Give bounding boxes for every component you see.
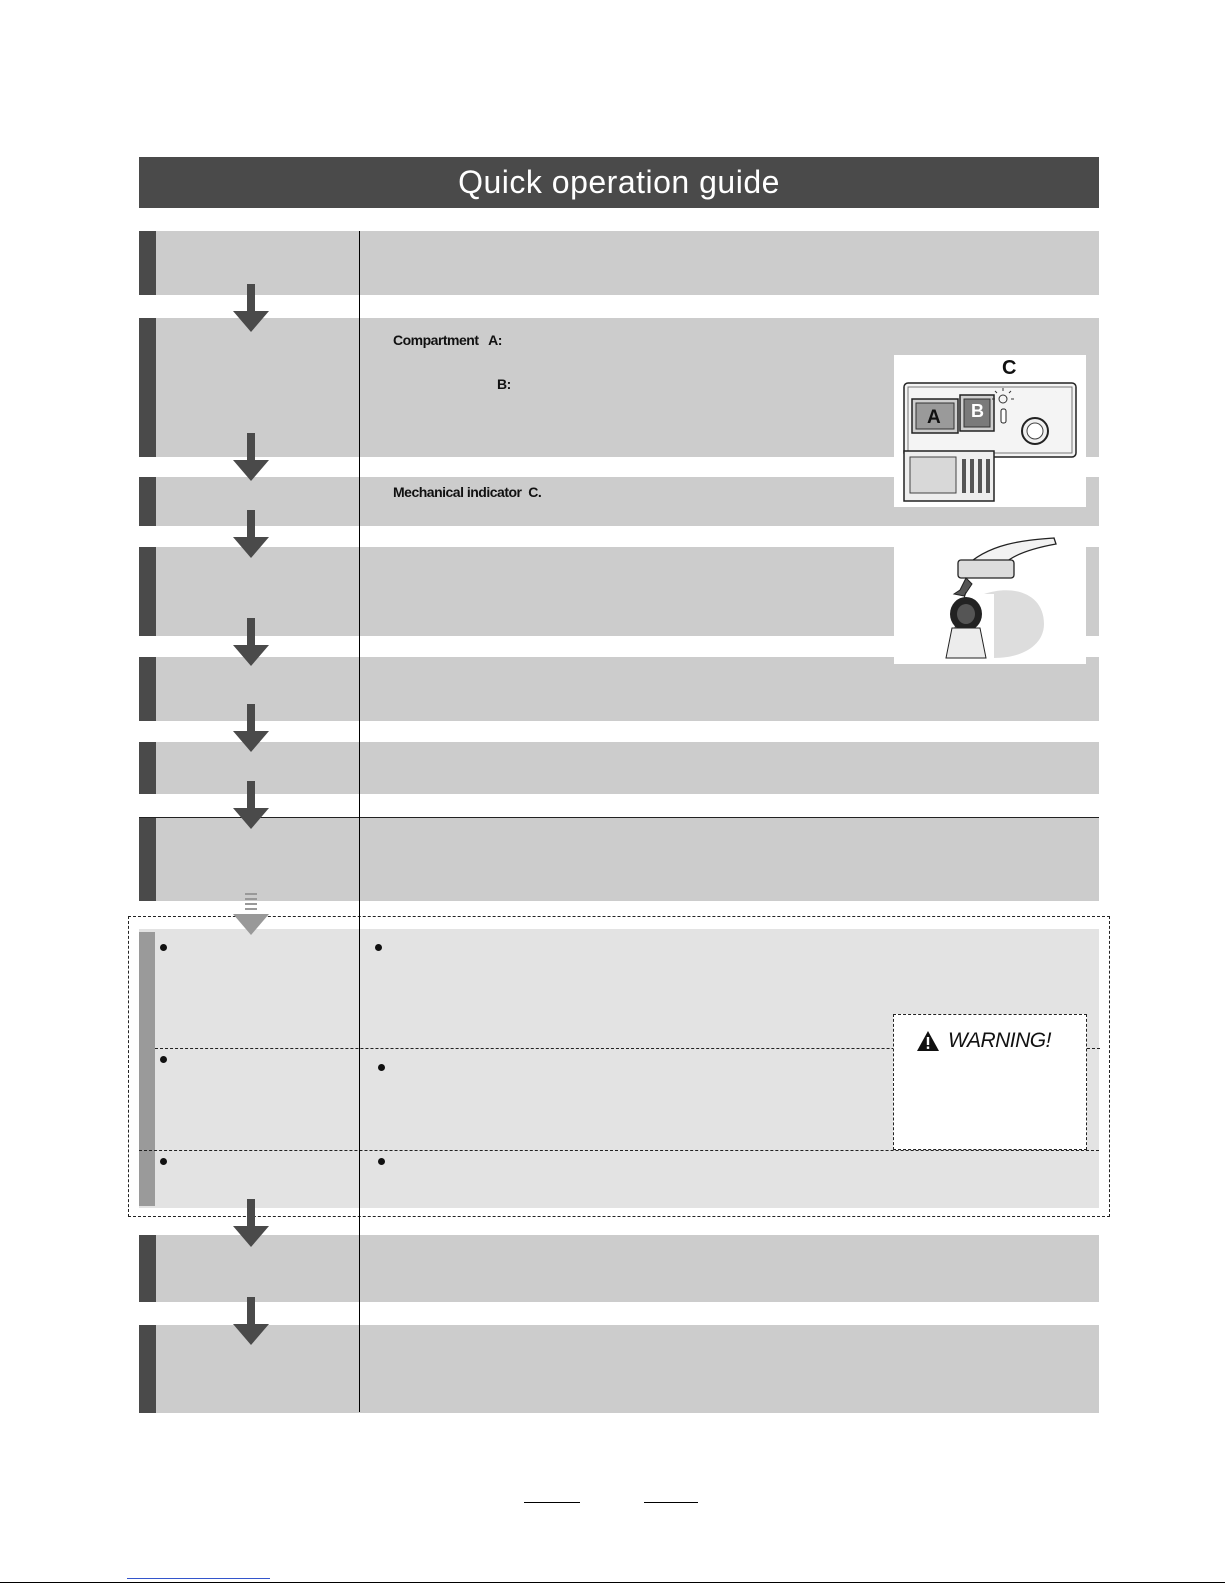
step-stripe: [139, 818, 156, 901]
down-arrow-icon: [231, 704, 271, 754]
bottom-link-underline: [127, 1578, 270, 1579]
dispenser-drawing: [894, 355, 1086, 507]
step-stripe: [139, 1235, 156, 1302]
footer-rule: [644, 1502, 698, 1503]
down-arrow-icon: [231, 510, 271, 560]
page-bottom-rule: [0, 1582, 1225, 1583]
step-stripe: [139, 547, 156, 636]
dispenser-letter-c: C: [1002, 357, 1017, 379]
warning-title: WARNING!: [948, 1029, 1051, 1052]
filling-drawing: [894, 534, 1086, 664]
page-title: Quick operation guide: [139, 157, 1099, 208]
step-band-9: [139, 1325, 1099, 1413]
bullet-marker: [160, 1158, 167, 1165]
step-band-8: [139, 1235, 1099, 1302]
bullet-marker: [378, 1064, 385, 1071]
filling-illustration: [894, 534, 1086, 664]
compartment-a-label: A:: [488, 332, 502, 348]
options-divider: [139, 1150, 1099, 1151]
bullet-marker: [375, 944, 382, 951]
step-stripe: [139, 318, 156, 457]
footer-rule: [524, 1502, 580, 1503]
bullet-marker: [160, 944, 167, 951]
indicator-label: [393, 484, 541, 500]
bullet-marker: [378, 1158, 385, 1165]
compartment-label: [393, 332, 502, 348]
step-band-6: [139, 742, 1099, 794]
down-arrow-icon: [231, 433, 271, 483]
step-band-5: [139, 657, 1099, 721]
column-divider: [359, 231, 360, 1412]
down-arrow-icon: [231, 618, 271, 668]
indicator-letter: C.: [528, 484, 542, 500]
indicator-text: Mechanical indicator: [393, 484, 522, 500]
dispenser-letter-a: A: [927, 407, 941, 428]
dispenser-illustration: [894, 355, 1086, 507]
warning-triangle-icon: [916, 1030, 940, 1052]
step-stripe: [139, 657, 156, 721]
bullet-marker: [160, 1056, 167, 1063]
down-arrow-icon: [231, 1297, 271, 1347]
down-arrow-icon: [231, 284, 271, 334]
step-band-7: [139, 817, 1099, 901]
down-arrow-icon: [231, 781, 271, 831]
dashed-down-arrow-icon: [231, 893, 271, 943]
step-stripe: [139, 1325, 156, 1413]
step-stripe: [139, 231, 156, 295]
dispenser-letter-b: B: [971, 401, 984, 421]
step-band-1: [139, 231, 1099, 295]
warning-box: [893, 1014, 1087, 1150]
down-arrow-icon: [231, 1199, 271, 1249]
compartment-text: Compartment: [393, 332, 479, 348]
step-stripe: [139, 742, 156, 794]
compartment-b-label: B:: [497, 376, 511, 392]
step-stripe: [139, 477, 156, 526]
